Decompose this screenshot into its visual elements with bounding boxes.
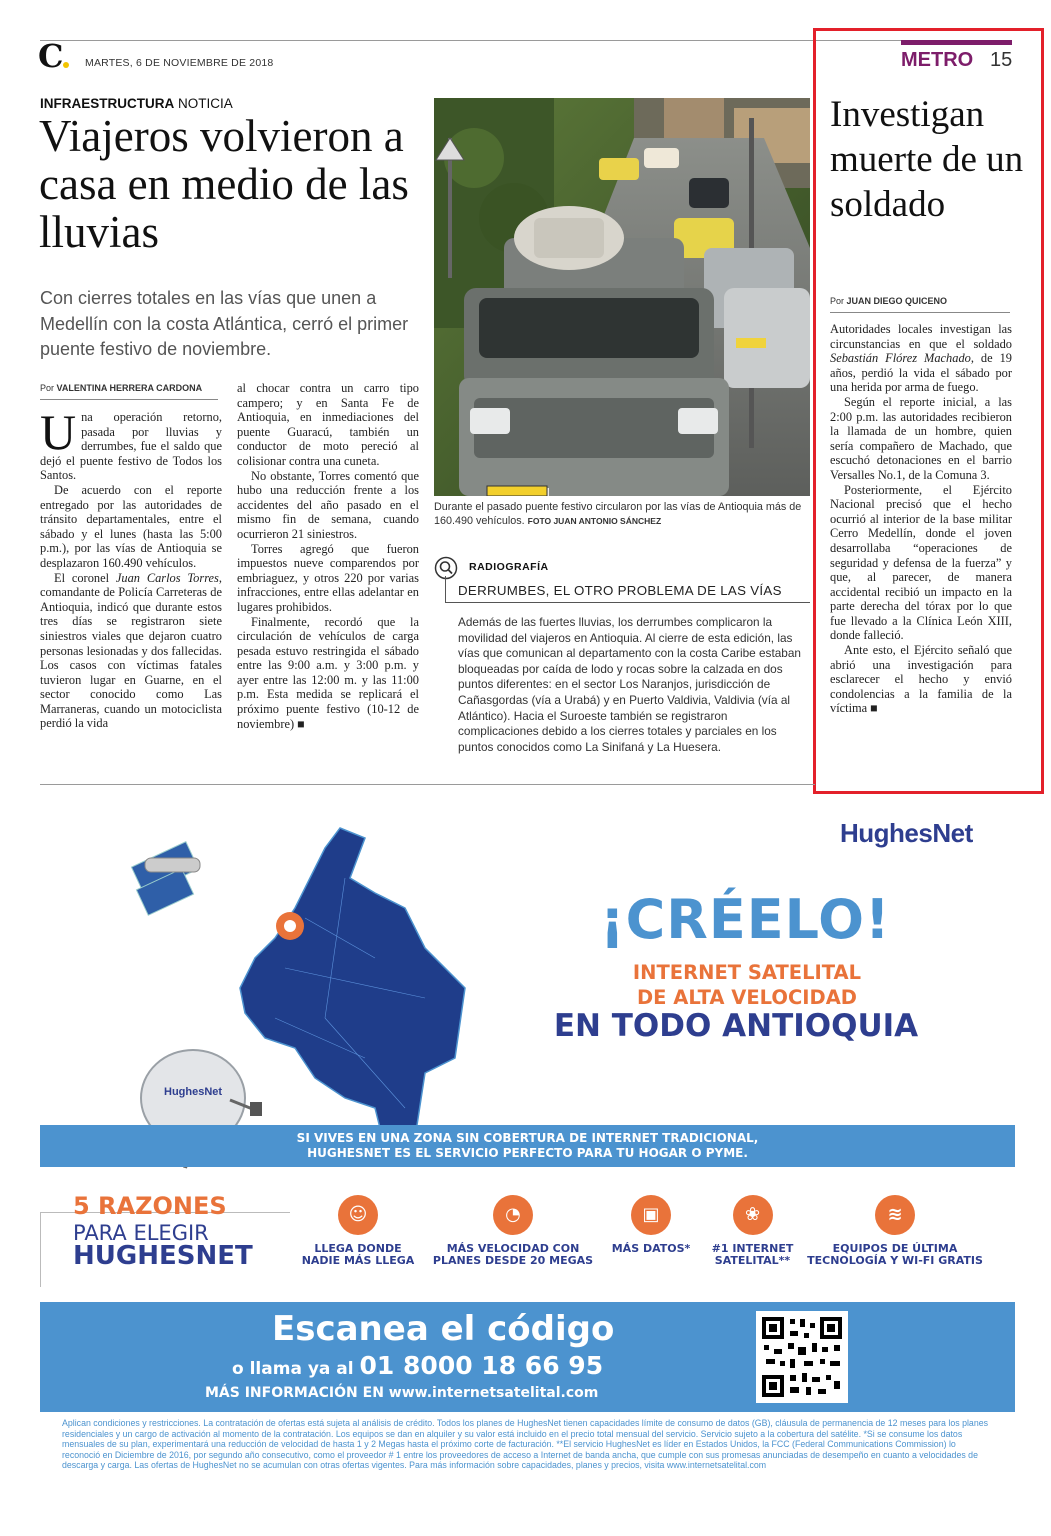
reason-item [805, 1195, 985, 1267]
reason-label: LLEGA DONDE NADIE MÁS LLEGA [301, 1242, 415, 1267]
website-link[interactable]: www.internetsatelital.com [388, 1385, 599, 1401]
logo-dot [63, 62, 69, 68]
reason-item [606, 1195, 696, 1255]
call-prefix: o llama ya al [232, 1359, 360, 1379]
razones-brand: HUGHESNET [73, 1241, 253, 1271]
reason-label: MÁS DATOS* [611, 1242, 691, 1255]
ad-region: EN TODO ANTIOQUIA [553, 1008, 919, 1044]
photo-credit: FOTO JUAN ANTONIO SÁNCHEZ [527, 516, 662, 526]
qr-code-icon[interactable] [756, 1311, 848, 1403]
reason-label: EQUIPOS DE ÚLTIMA TECNOLOGÍA Y WI-FI GRATIS [807, 1242, 983, 1267]
photo-caption [434, 500, 812, 528]
byline-author: JUAN DIEGO QUICENO [846, 296, 948, 306]
paragraph: Posteriormente, el Ejército Nacional precisó que el hecho ocurrió al interior de la base militar Cerro Medellín, donde el joven desarrollaba “operaciones de seguridad y defensa de la fuerza” y que, al parecer, de manera accidental recibió un impacto en la parte derecha del tórax por lo que fue llevado a la Clínica León XIII, donde falleció. [830, 482, 1012, 643]
paragraph: Ante esto, el Ejército señaló que abrió una investigación para esclarecer el hecho y envió condolencias a la familia de la víctima ■ [830, 643, 1012, 716]
reason-item [428, 1195, 598, 1267]
speedometer-icon: ◔ [493, 1195, 533, 1235]
byline-rule [40, 399, 218, 400]
wifi-icon: ≋ [875, 1195, 915, 1235]
person-name: Juan Carlos Torres [115, 570, 219, 585]
paragraph: Según el reporte inicial, a las 2:00 p.m. las autoridades recibieron la llamada de un hombre, quien sería compañero de Machado, que escuchó detonaciones en el barrio Versalles No.1, de la Comuna 3. [830, 394, 1012, 482]
ad-headline: ¡CRÉELO! [600, 888, 891, 951]
byline-author: VALENTINA HERRERA CARDONA [56, 383, 203, 393]
people-icon: ☺ [338, 1195, 378, 1235]
award-icon: ❀ [733, 1195, 773, 1235]
paragraph-text: , comandante de Policía Carreteras de Antioquia, indicó que durante estos tres días se registraron siete siniestros viales que dejaron cuatro personas lesionadas y dos fallecidas. Los casos con víctimas fatales tuvieron lugar en Guarne, en el sector conocido como Las Marraneras, cuando un motociclista perdió la vida [40, 570, 222, 731]
article-byline [40, 383, 202, 393]
paragraph: No obstante, Torres comentó que hubo una reducción frente a los accidentes del año pasado en el mismo fin de semana, cuando ocurrieron 21 siniestros. [237, 468, 419, 541]
byline-prefix: Por [40, 383, 57, 393]
coverage-message [40, 1131, 1015, 1161]
phone-number[interactable]: 01 8000 18 66 95 [359, 1351, 604, 1380]
kicker-category: INFRAESTRUCTURA [40, 96, 175, 111]
laptop-icon: ▣ [631, 1195, 671, 1235]
sidebar-vertical-rule [445, 576, 446, 603]
drop-cap: U [40, 404, 77, 460]
article-headline: Viajeros volvieron a casa en medio de las lluvias [39, 111, 409, 257]
paragraph: De acuerdo con el reporte entregado por las autoridades de tránsito departamentales, entre el sábado y el lunes (hasta las 5:00 p.m.), por las vías de Antioquia se desplazaron 160.490 vehículos. [40, 482, 222, 570]
side-article-headline: Investigan muerte de un soldado [830, 94, 1024, 225]
paragraph-text: , de 19 años, perdió la vida el sábado por una herida por arma de fuego. [830, 351, 1012, 395]
coverage-line-1: SI VIVES EN UNA ZONA SIN COBERTURA DE INTERNET TRADICIONAL, [296, 1131, 759, 1145]
article-column-1 [40, 404, 222, 731]
reason-label: MÁS VELOCIDAD CON PLANES DESDE 20 MEGAS [432, 1242, 594, 1267]
paragraph-text: El coronel [54, 570, 116, 585]
coverage-line-2: HUGHESNET ES EL SERVICIO PERFECTO PARA TU HOGAR O PYME. [307, 1146, 748, 1160]
edition-date: MARTES, 6 DE NOVIEMBRE DE 2018 [85, 57, 274, 69]
info-line [205, 1385, 598, 1401]
article-kicker [40, 96, 233, 111]
info-prefix: MÁS INFORMACIÓN EN [205, 1385, 389, 1401]
razones-count: 5 RAZONES [73, 1192, 227, 1220]
magnifier-icon [434, 556, 458, 580]
article-deck: Con cierres totales en las vías que unen a Medellín con la costa Atlántica, cerró el primer puente festivo de noviembre. [40, 288, 409, 359]
paragraph-text: Autoridades locales investigan las circunstancias en que el soldado [830, 322, 1012, 351]
paragraph: na operación retorno, pasada por lluvias y derrumbes, fue el saldo que dejó el puente festivo de Todos los Santos. [40, 410, 222, 483]
sidebar-rule [445, 602, 810, 603]
caption-text: Durante el pasado puente festivo circularon por las vías de Antioquia más de 160.490 vehículos. [434, 501, 802, 527]
reason-label: #1 INTERNET SATELITAL** [711, 1242, 794, 1267]
side-article-body [830, 322, 1012, 716]
razones-subtitle: PARA ELEGIR [73, 1221, 209, 1245]
article-column-2 [237, 381, 419, 731]
side-article-byline [830, 296, 947, 306]
page-number: 15 [990, 49, 1013, 71]
byline-prefix: Por [830, 296, 847, 306]
ad-subheadline: INTERNET SATELITAL DE ALTA VELOCIDAD [632, 961, 862, 1009]
reason-item [705, 1195, 800, 1267]
sidebar-label: RADIOGRAFÍA [469, 561, 549, 573]
section-divider [40, 784, 815, 785]
newspaper-logo: C [38, 37, 64, 75]
paragraph: Torres agregó que fueron impuestos nueve comparendos por embriaguez, y otros 220 por varias infracciones, entre ellas adelantar en lugares prohibidos. [237, 541, 419, 614]
license-plate-rear [487, 486, 547, 496]
dish-brand-label: HughesNet [164, 1086, 223, 1098]
scan-heading: Escanea el código [272, 1309, 615, 1349]
side-byline-rule [830, 312, 1010, 313]
reason-item [298, 1195, 418, 1267]
sidebar-title: DERRUMBES, EL OTRO PROBLEMA DE LAS VÍAS [458, 583, 782, 598]
sidebar-body: Además de las fuertes lluvias, los derrumbes complicaron la movilidad del viajeros en Antioquia. Al cierre de esta edición, las vías que comunican al departamento con la costa Caribe estaban bloqueadas por caída de lodo y rocas sobre la calzada en dos puntos diferentes: en el sector Los Naranjos, jurisdicción de Cañasgordas (vía a Urabá) y en Puerto Valdivia, Valdivia (vía al Atlántico). Hacia el Suroeste también se registraron complicaciones debido a los cierres totales y parciales en los puntos conocidos como La Sinifaná y La Huesera. [458, 615, 801, 754]
hughesnet-logo: HughesNet [840, 818, 973, 848]
paragraph: Finalmente, recordó que la circulación de vehículos de carga pesada estuvo restringida el sábado entre las 9:00 a.m. y 3:00 p.m. y ayer entre las 12:00 m. y las 11:00 p.m. Esta medida se replicará el próximo puente festivo (10-12 de noviembre) ■ [237, 614, 419, 731]
paragraph: al chocar contra un carro tipo campero; y en Santa Fe de Antioquia, en inmediaciones del puente Guaracú, también un conductor de moto pereció al colisionar contra una cuneta. [237, 381, 419, 468]
legal-disclaimer: Aplican condiciones y restricciones. La contratación de ofertas está sujeta al análisis de crédito. Todos los planes de HughesNet tienen capacidades límite de consumo de datos (GB), cláusula de permanencia de 12 meses para los planes residenciales y un cargo de activación al momento de la contratación. Los equipos se dan en alquiler y su valor está incluido en el precio total mensual del servicio. Servicio sujeto a la cobertura del satélite. *Si se consume los datos mensuales de su plan, experimentará una reducción de velocidad de hasta 1 y 2 Megas hasta el próximo corte de facturación. **El servicio HughesNet es líder en Estados Unidos, la FCC (Federal Communications Commission) lo reconoció en Diciembre de 2016, por segundo año consecutivo, como el proveedor # 1 entre los proveedores de acceso a Internet de banda ancha, que cumple con sus promesas anunciadas de desempeño en cuanto a velocidades de descarga y carga. Las ofertas de HughesNet no se acumulan con otras ofertas vigentes. Para más información sobre capacidades, planes y precios, visita www.internetsatelital.com [62, 1418, 989, 1470]
section-name: METRO [901, 49, 974, 71]
kicker-type: NOTICIA [174, 96, 233, 111]
call-line [232, 1351, 603, 1380]
person-name: Sebastián Flórez Machado [830, 351, 971, 366]
satellite-icon [131, 842, 200, 916]
traffic-photo [434, 98, 810, 496]
